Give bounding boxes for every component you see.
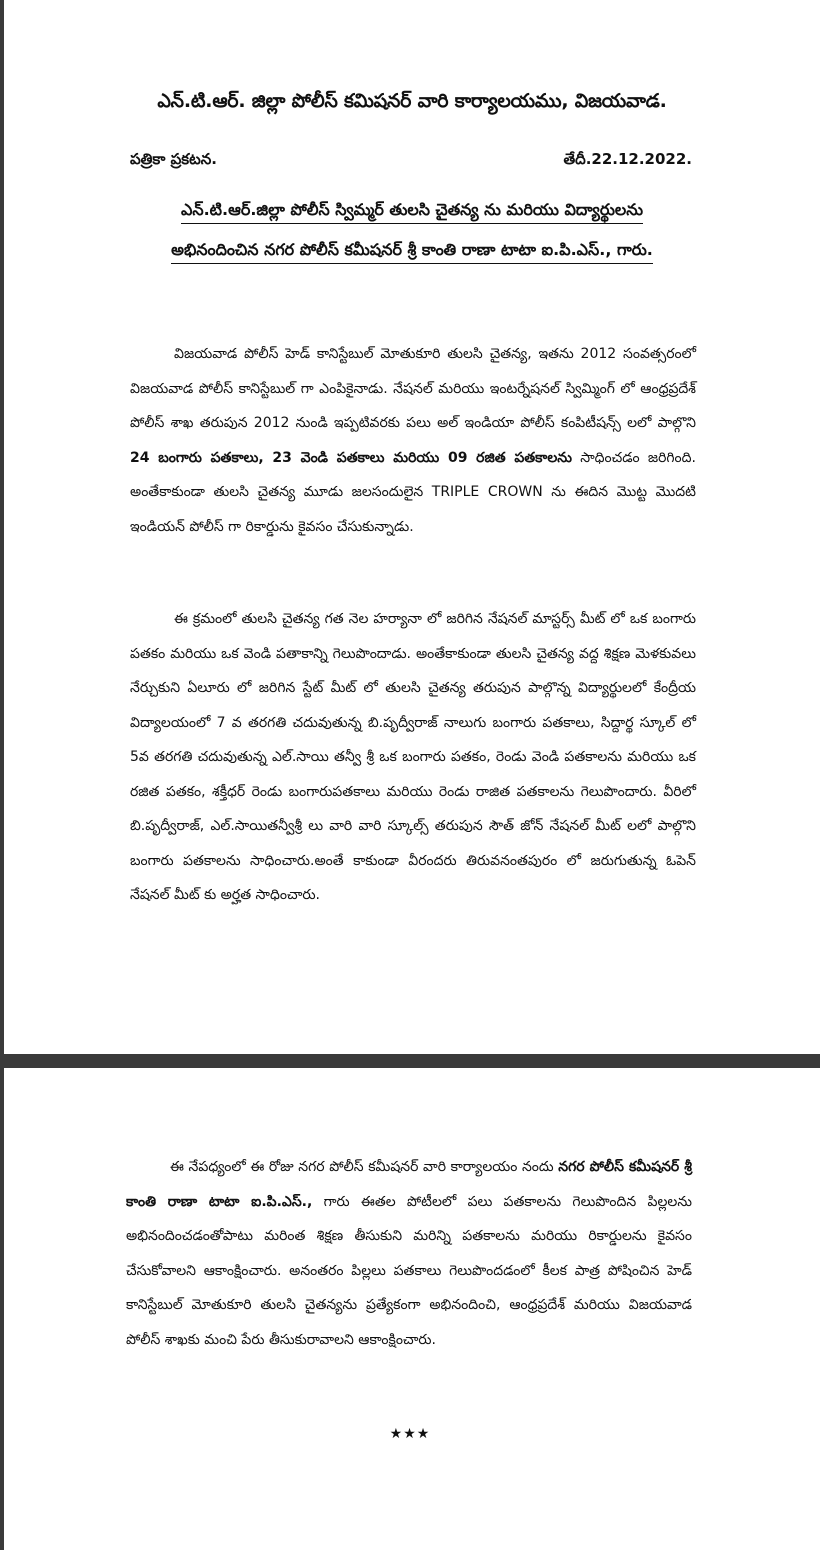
- medal-count-highlight: 24 బంగారు పతకాలు, 23 వెండి పతకాలు మరియు 09 రజిత పతకాలను: [130, 449, 572, 466]
- paragraph-2-text: ఈ క్రమంలో తులసి చైతన్య గత నెల హర్యానా లో జరిగిన నేషనల్ మాస్టర్స్ మీట్ లో ఒక బంగారు పతకం మరియు ఒక వెండి పతాకాన్ని గెలుపొందాడు. అంతేకాకుండా తులసి చైతన్య వద్ద శిక్షణ మెళకువలు నేర్చుకుని ఏలూరు లో జరిగిన స్టేట్ మీట్ లో తులసి చైతన్య తరుపున పాల్గొన్న విద్యార్థులలో కేంద్రీయ విద్యాలయంలో 7 వ తరగతి చదువుతున్న బి.పృద్వీరాజ్ నాలుగు బంగారు పతకాలు, సిద్దార్థ స్కూల్ లో 5వ తరగతి చదువుతున్న ఎల్.సాయి తన్వీ శ్రీ ఒక బంగారు పతకం, రెండు వెండి పతకాలను మరియు ఒక రజిత పతకం, శక్తీధర్ రెండు బంగారుపతకాలు మరియు రెండు రాజిత పతకాలను గెలుపొందారు. వీరిలో బి.పృద్వీరాజ్, ఎల్.సాయితన్వీశ్రీ లు వారి వారి స్కూల్స్ తరుపున సౌత్ జోన్ నేషనల్ మీట్ లలో పాల్గొని బంగారు పతకాలను సాధించారు.అంతే కాకుండా వీరందరు తిరువనంతపురం లో జరుగుతున్న ఓపెన్ నేషనల్ మీట్ కు అర్హత సాధించారు.: [130, 611, 696, 903]
- release-date: తేదీ.22.12.2022.: [563, 150, 692, 168]
- paragraph-1-text-a: విజయవాడ పోలీస్ హెడ్ కానిస్టేబుల్ మోతుకూరి తులసి చైతన్య, ఇతను 2012 సంవత్సరంలో విజయవాడ పోలీస్ కానిస్టేబుల్ గా ఎంపికైనాడు. నేషనల్ మరియు ఇంటర్నేషనల్ స్విమ్మింగ్ లో ఆంధ్రప్రదేశ్ పోలీస్ శాఖ తరుపున 2012 నుండి ఇప్పటివరకు పలు అల్ ఇండియా పోలీస్ కంపిటీషన్స్ లలో పాల్గొని: [130, 346, 696, 431]
- paragraph-1: [130, 337, 696, 544]
- page-separator: [0, 1054, 820, 1068]
- press-release-row: [130, 150, 692, 172]
- paragraph-2: [130, 602, 696, 913]
- press-release-label: పత్రికా ప్రకటన.: [130, 150, 217, 168]
- document-page-1: [4, 0, 820, 1054]
- paragraph-1-text-b: సాధించడం జరిగింది. అంతేకాకుండా తులసి చైతన్య మూడు జలసందులైన TRIPLE CROWN ను ఈదిన మొట్ట మొదటి ఇండియన్ పోలీస్ గా రికార్డును కైవసం చేసుకున్నాడు.: [130, 449, 696, 535]
- commissioner-name-highlight: నగర పోలీస్ కమీషనర్ శ్రీ కాంతి రాణా టాటా ఐ.పి.ఎస్.,: [126, 1159, 692, 1210]
- paragraph-3-text-b: గారు ఈతల పోటీలలో పలు పతకాలను గెలుపొందిన పిల్లలను అభినందించడంతోపాటు మరింత శిక్షణ తీసుకుని మరిన్ని పతకాలను మరియు రికార్డులను కైవసం చేసుకోవాలని ఆకాంక్షించారు. అనంతరం పిల్లలు పతకాలు గెలుపొందడంలో కీలక పాత్ర పోషించిన హెడ్ కానిస్టేబుల్ మోతుకూరి తులసి చైతన్యను ప్రత్యేకంగా అభినందించి, ఆంధ్రప్రదేశ్ మరియు విజయవాడ పోలీస్ శాఖకు మంచి పేరు తీసుకురావాలని ఆకాంక్షించారు.: [126, 1193, 692, 1348]
- office-title: ఎన్.టి.ఆర్. జిల్లా పోలీస్ కమిషనర్ వారి కార్యాలయము, విజయవాడ.: [157, 90, 667, 112]
- headline-line-2: [4, 240, 820, 263]
- paragraph-3: [126, 1150, 692, 1357]
- headline-line-1-text: ఎన్.టి.ఆర్.జిల్లా పోలీస్ స్విమ్మర్ తులసి చైతన్య ను మరియు విద్యార్థులను: [181, 200, 643, 224]
- paragraph-3-text-a: ఈ నేపధ్యంలో ఈ రోజు నగర పోలీస్ కమీషనర్ వారి కార్యాలయం నందు: [170, 1159, 559, 1175]
- end-stars: ★★★: [389, 1426, 431, 1442]
- headline-line-2-text: అభినందించిన నగర పోలీస్ కమీషనర్ శ్రీ కాంతి రాణా టాటా ఐ.పి.ఎస్., గారు.: [171, 240, 653, 264]
- headline-line-1: [4, 200, 820, 223]
